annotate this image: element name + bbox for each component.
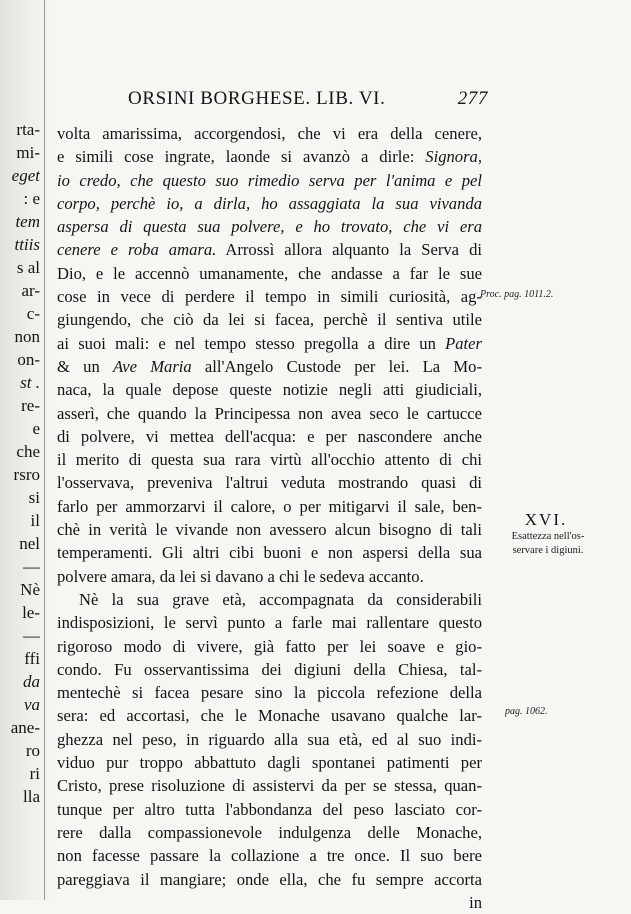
text-line — [57, 891, 482, 914]
previous-page-fragment: le- — [22, 603, 40, 622]
text-line — [57, 471, 482, 494]
text-line — [57, 192, 482, 215]
text-line — [57, 728, 482, 751]
text-segment: naca, la quale depose queste notizie negli atti giudiciali, — [57, 380, 482, 400]
text-line — [57, 821, 482, 844]
text-segment: volta amarissima, accorgendosi, che vi era della cenere, — [57, 124, 482, 143]
text-line — [57, 751, 482, 774]
text-segment: pareggiava il mangiare; onde ella, che fu sempre accorta — [57, 869, 482, 889]
italic-segment: Pater — [445, 333, 482, 353]
text-line — [57, 588, 482, 611]
text-line — [57, 285, 482, 308]
previous-page-fragment: da — [23, 672, 40, 691]
text-segment: rigoroso modo di vivere, già fatto per lei soave e gio- — [57, 636, 482, 656]
text-segment: indisposizioni, le servì punto a farle mai rallentare questo — [57, 613, 482, 633]
running-title: ORSINI BORGHESE. LIB. VI. — [128, 88, 386, 109]
previous-page-fragment: re- — [21, 396, 40, 415]
text-segment: & un — [57, 356, 113, 376]
text-line — [57, 635, 482, 658]
text-line — [57, 495, 482, 518]
previous-page-fragment: lla — [23, 787, 40, 806]
text-line — [57, 262, 482, 285]
text-segment: e simili cose ingrate, laonde si avanzò a dirle: — [57, 147, 426, 167]
previous-page-fragment: ri — [29, 764, 40, 783]
text-segment: ghezza nel peso, in riguardo alla sua età, ed al suo indi- — [57, 729, 482, 749]
text-segment: di polvere, vi mettea dell'acqua: e per nascondere anche — [57, 426, 482, 446]
text-line — [57, 215, 482, 238]
section-note-line-1: Esattezza nell'os- — [511, 531, 585, 542]
text-segment: Cristo, prese risoluzione di assistervi da per se stessa, quan- — [57, 776, 482, 796]
section-note — [478, 530, 618, 558]
previous-page-fragment: nel — [19, 534, 40, 553]
text-segment: polvere amara, da lei si davano a chi le sedeva accanto. — [57, 566, 424, 586]
text-line — [57, 308, 482, 331]
text-segment: sera: ed accortasi, che le Monache usavano qualche lar- — [57, 706, 482, 726]
previous-page-fragment: che — [16, 442, 40, 461]
text-segment: mentechè si facea pesare sino la piccola refezione della — [57, 683, 482, 703]
italic-segment: Signora, — [425, 147, 482, 167]
italic-segment: corpo, perchè io, a dirla, ho assaggiata la sua vivanda — [57, 193, 482, 213]
italic-segment: io credo, che questo suo rimedio serva per l'anima e pel — [57, 170, 482, 190]
text-line — [57, 332, 482, 355]
text-line — [57, 518, 482, 541]
previous-page-fragment: on- — [17, 350, 40, 369]
section-number: XVI. — [524, 510, 568, 529]
text-segment: asserì, che quando la Principessa non avea seco le cartucce — [57, 403, 482, 423]
text-segment: viduo pur troppo abbattuto dagli spontanei patimenti per — [57, 753, 482, 773]
section-note-line-2: servare i digiuni. — [512, 545, 584, 556]
text-segment: cose in vece di perdere il tempo in simili curiosità, ag- — [57, 287, 482, 307]
text-segment: non facesse passare la collazione a tre once. Il suo bere — [57, 846, 482, 866]
margin-ref-pag: pag. 1062. — [505, 706, 548, 717]
previous-page-fragment: rsro — [13, 465, 40, 484]
previous-page-fragment: ro — [25, 741, 40, 760]
text-line — [57, 611, 482, 634]
running-head — [128, 88, 488, 118]
italic-segment: cenere e roba amara. — [57, 240, 217, 260]
previous-page-fragment: va — [23, 695, 40, 714]
previous-page-fragment: — — [23, 557, 40, 576]
previous-page-fragment: c- — [26, 304, 40, 323]
text-line — [57, 378, 482, 401]
text-segment: ai suoi mali: e nel tempo stesso pregolla a dire un — [57, 333, 446, 353]
text-segment: rere dalla compassionevole indulgenza delle Monache, — [57, 822, 482, 842]
previous-page-fragment: st . — [20, 373, 40, 392]
previous-page-fragment: mi- — [16, 143, 40, 162]
text-segment: giungendo, che ciò da lei si facea, perchè il sentiva utile — [57, 310, 482, 330]
previous-page-fragment: si — [28, 488, 40, 507]
text-segment: chè in verità le vivande non avessero alcun bisogno di tali — [57, 520, 482, 540]
text-line — [57, 868, 482, 891]
text-segment: condo. Fu osservantissima dei digiuni della Chiesa, tal- — [57, 659, 482, 679]
text-line — [57, 355, 482, 378]
previous-page-fragment: ane- — [10, 718, 40, 737]
previous-page-fragment: ffi — [24, 649, 40, 668]
text-segment: il merito di questa sua rara virtù all'occhio attento di chi — [57, 450, 482, 470]
text-segment: farlo per ammorzarvi il calore, o per mitigarvi il sale, ben- — [57, 496, 482, 516]
text-line — [57, 448, 482, 471]
text-line — [57, 565, 482, 588]
italic-segment: Ave Maria — [113, 356, 192, 376]
previous-page-fragment: e — [32, 419, 40, 438]
text-line — [57, 844, 482, 867]
previous-page-fragment: — — [23, 626, 40, 645]
text-segment: in — [469, 892, 482, 912]
text-line — [57, 425, 482, 448]
previous-page-fragment: eget — [11, 166, 40, 185]
text-line — [57, 541, 482, 564]
text-segment: Arrossì allora alquanto la Serva di — [216, 240, 482, 260]
previous-page-fragment: ttiis — [14, 235, 40, 254]
italic-segment: aspersa di questa sua polvere, e ho trovato, che vi era — [57, 217, 482, 237]
body-text — [57, 122, 482, 914]
text-line — [57, 145, 482, 168]
text-segment: temperamenti. Gli altri cibi buoni e non aspersi della sua — [57, 543, 482, 563]
text-line — [57, 122, 482, 145]
text-segment: Dio, e le accennò umanamente, che andasse a far le sue — [57, 263, 482, 283]
previous-page-fragment: il — [30, 511, 40, 530]
previous-page-fragment: Nè — [20, 580, 40, 599]
page-number: 277 — [457, 88, 488, 109]
previous-page-fragment: non — [14, 327, 40, 346]
text-line — [57, 681, 482, 704]
text-line — [57, 238, 482, 261]
previous-page-fragment: rta- — [16, 120, 40, 139]
previous-page-margin-fragments — [0, 118, 40, 808]
text-line — [57, 658, 482, 681]
text-segment: l'osservava, preveniva l'altrui veduta mostrando quasi di — [57, 473, 482, 493]
text-segment: tunque per altro tutta l'abbondanza del peso lasciato cor- — [57, 799, 482, 819]
margin-ref-proc: Proc. pag. 1011.2. — [480, 289, 554, 300]
text-line — [57, 774, 482, 797]
gutter-line — [44, 0, 45, 900]
text-segment: Nè la sua grave età, accompagnata da considerabili — [79, 589, 482, 609]
previous-page-fragment: s al — [16, 258, 40, 277]
text-line — [57, 402, 482, 425]
previous-page-fragment: ar- — [21, 281, 40, 300]
previous-page-fragment: : e — [23, 189, 40, 208]
text-line — [57, 704, 482, 727]
text-line — [57, 169, 482, 192]
text-line — [57, 798, 482, 821]
previous-page-fragment: tem — [15, 212, 40, 231]
text-segment: all'Angelo Custode per lei. La Mo- — [191, 356, 482, 376]
